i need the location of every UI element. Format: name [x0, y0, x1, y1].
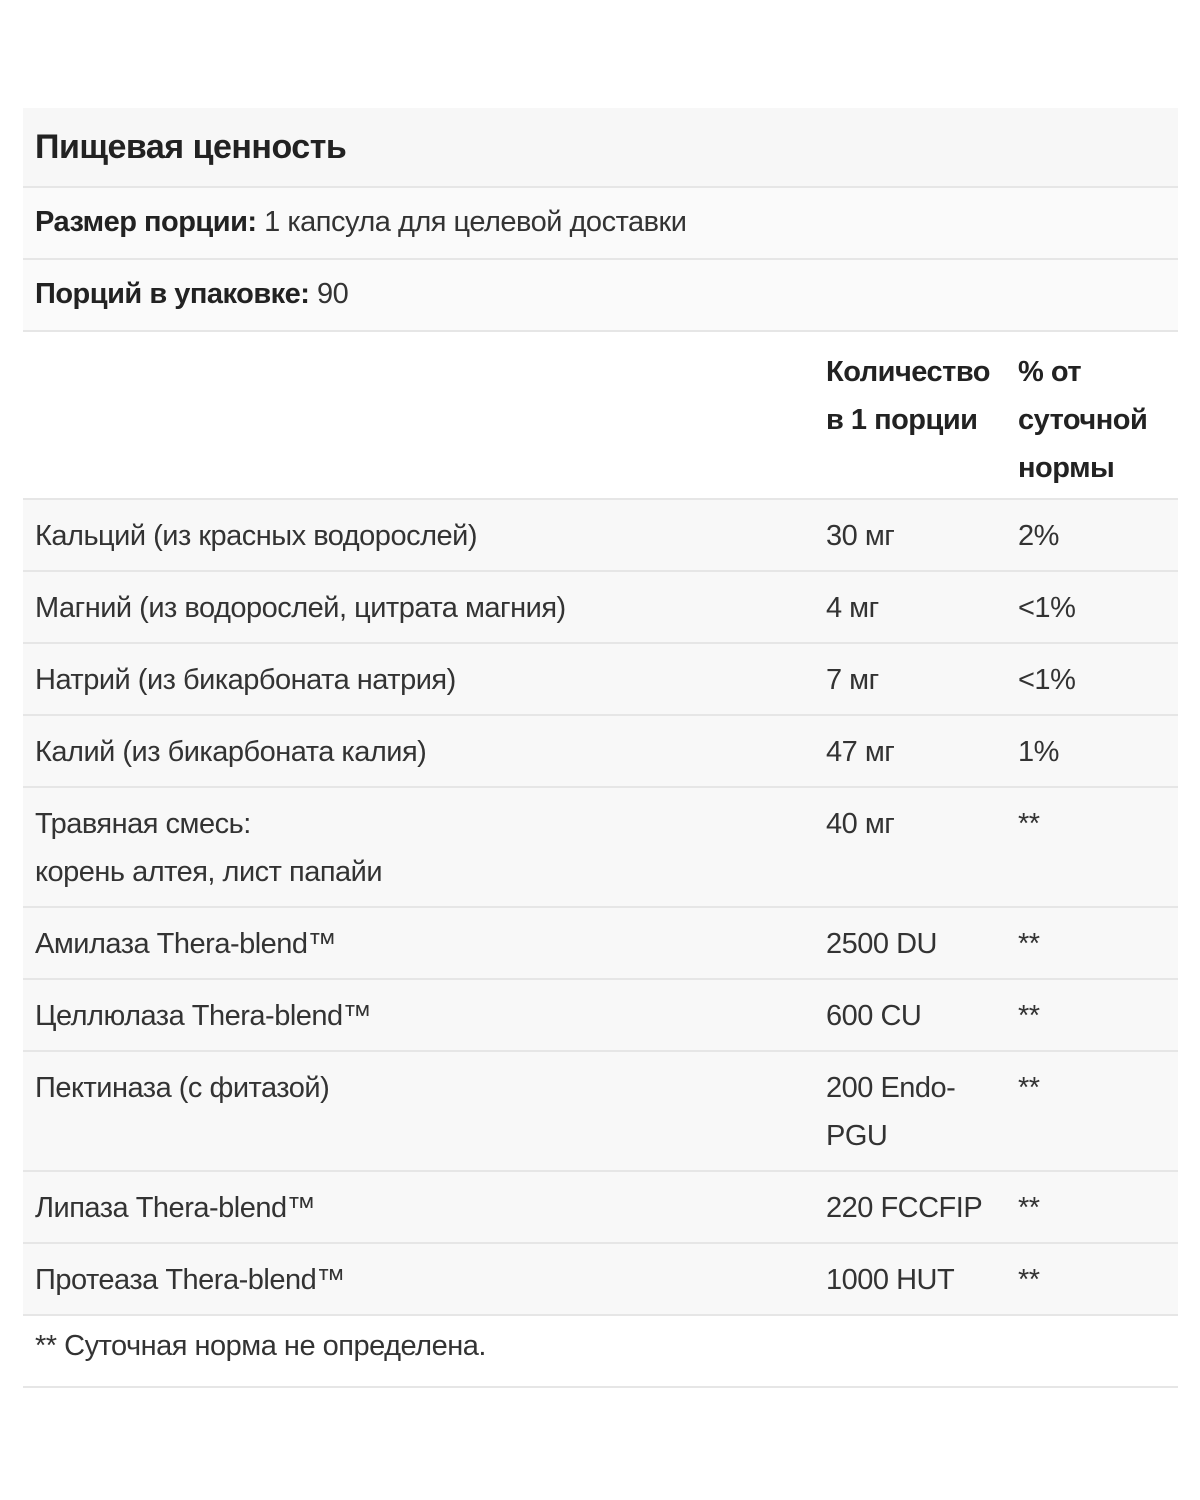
nutrition-title-row — [23, 108, 1178, 188]
dv-header-line: нормы — [1018, 452, 1115, 484]
nutrient-amount-line: 200 Endo- — [826, 1072, 956, 1104]
serving-size-label: Размер порции: — [35, 206, 257, 238]
nutrient-row — [23, 1052, 1178, 1172]
nutrient-name-line: Калий (из бикарбоната калия) — [35, 736, 427, 768]
nutrient-name — [35, 1064, 795, 1112]
nutrient-row — [23, 572, 1178, 644]
nutrient-daily-value: ** — [1018, 1072, 1040, 1104]
nutrient-name-line: Натрий (из бикарбоната натрия) — [35, 664, 456, 696]
nutrient-amount-line: PGU — [826, 1120, 888, 1152]
nutrient-row — [23, 500, 1178, 572]
nutrient-row — [23, 1172, 1178, 1244]
dv-header-line: суточной — [1018, 404, 1148, 436]
nutrient-name-line: Протеаза Thera-blend™ — [35, 1264, 345, 1296]
nutrient-row — [23, 788, 1178, 908]
nutrient-amount — [826, 1184, 1011, 1232]
nutrient-amount-line: 2500 DU — [826, 928, 937, 960]
nutrient-daily-value: <1% — [1018, 664, 1076, 696]
dv-header-line: % от — [1018, 356, 1082, 388]
nutrient-name-line: Липаза Thera-blend™ — [35, 1192, 316, 1224]
amount-column-header — [826, 348, 1006, 444]
servings-per-container-label: Порций в упаковке: — [35, 278, 310, 310]
nutrient-amount — [826, 920, 1011, 968]
nutrient-daily-value: ** — [1018, 928, 1040, 960]
nutrient-amount-line: 600 CU — [826, 1000, 922, 1032]
nutrient-row — [23, 908, 1178, 980]
nutrient-name-line: Магний (из водорослей, цитрата магния) — [35, 592, 566, 624]
nutrient-amount — [826, 512, 1011, 560]
amount-header-line: Количество — [826, 356, 991, 388]
servings-per-container — [35, 278, 348, 311]
servings-per-container-row — [23, 260, 1178, 332]
nutrient-name — [35, 728, 795, 776]
nutrient-amount-line: 40 мг — [826, 808, 895, 840]
nutrient-daily-value: ** — [1018, 1264, 1040, 1296]
nutrient-amount — [826, 1064, 1011, 1160]
nutrient-daily-value: <1% — [1018, 592, 1076, 624]
nutrition-facts-panel — [23, 108, 1178, 1388]
nutrient-amount — [826, 728, 1011, 776]
nutrient-name-line: Пектиназа (с фитазой) — [35, 1072, 330, 1104]
nutrient-name — [35, 992, 795, 1040]
nutrient-daily-value: ** — [1018, 1192, 1040, 1224]
nutrient-amount — [826, 992, 1011, 1040]
nutrient-amount-line: 220 FCCFIP — [826, 1192, 983, 1224]
nutrient-name — [35, 1256, 795, 1304]
nutrient-row — [23, 1244, 1178, 1316]
footnote-row — [23, 1316, 1178, 1388]
daily-value-column-header — [1018, 348, 1168, 492]
nutrient-amount — [826, 656, 1011, 704]
nutrient-name-line: корень алтея, лист папайи — [35, 856, 383, 888]
nutrient-name-line: Кальций (из красных водорослей) — [35, 520, 477, 552]
nutrient-amount — [826, 1256, 1011, 1304]
nutrient-name — [35, 800, 795, 896]
nutrient-amount-line: 4 мг — [826, 592, 879, 624]
nutrient-name — [35, 584, 795, 632]
nutrient-row — [23, 980, 1178, 1052]
nutrient-name-line: Целлюлаза Thera-blend™ — [35, 1000, 372, 1032]
servings-per-container-value: 90 — [309, 278, 349, 310]
serving-size-row — [23, 188, 1178, 260]
nutrient-daily-value: 1% — [1018, 736, 1059, 768]
serving-size-value: 1 капсула для целевой доставки — [256, 206, 687, 238]
nutrient-name — [35, 512, 795, 560]
nutrient-name-line: Травяная смесь: — [35, 808, 251, 840]
column-header-row — [23, 332, 1178, 500]
nutrient-daily-value: ** — [1018, 1000, 1040, 1032]
nutrient-daily-value: 2% — [1018, 520, 1059, 552]
nutrient-amount-line: 30 мг — [826, 520, 895, 552]
nutrient-name — [35, 1184, 795, 1232]
amount-header-line: в 1 порции — [826, 404, 978, 436]
nutrient-table-body — [23, 500, 1178, 1316]
footnote: ** Суточная норма не определена. — [35, 1330, 486, 1362]
nutrient-daily-value: ** — [1018, 808, 1040, 840]
nutrient-amount-line: 1000 HUT — [826, 1264, 955, 1296]
nutrition-title: Пищевая ценность — [35, 128, 347, 166]
nutrient-amount — [826, 800, 1011, 848]
nutrient-row — [23, 644, 1178, 716]
nutrient-row — [23, 716, 1178, 788]
serving-size — [35, 206, 686, 239]
nutrient-name-line: Амилаза Thera-blend™ — [35, 928, 337, 960]
nutrient-amount-line: 7 мг — [826, 664, 879, 696]
nutrient-amount-line: 47 мг — [826, 736, 895, 768]
nutrient-name — [35, 920, 795, 968]
nutrient-amount — [826, 584, 1011, 632]
nutrient-name — [35, 656, 795, 704]
